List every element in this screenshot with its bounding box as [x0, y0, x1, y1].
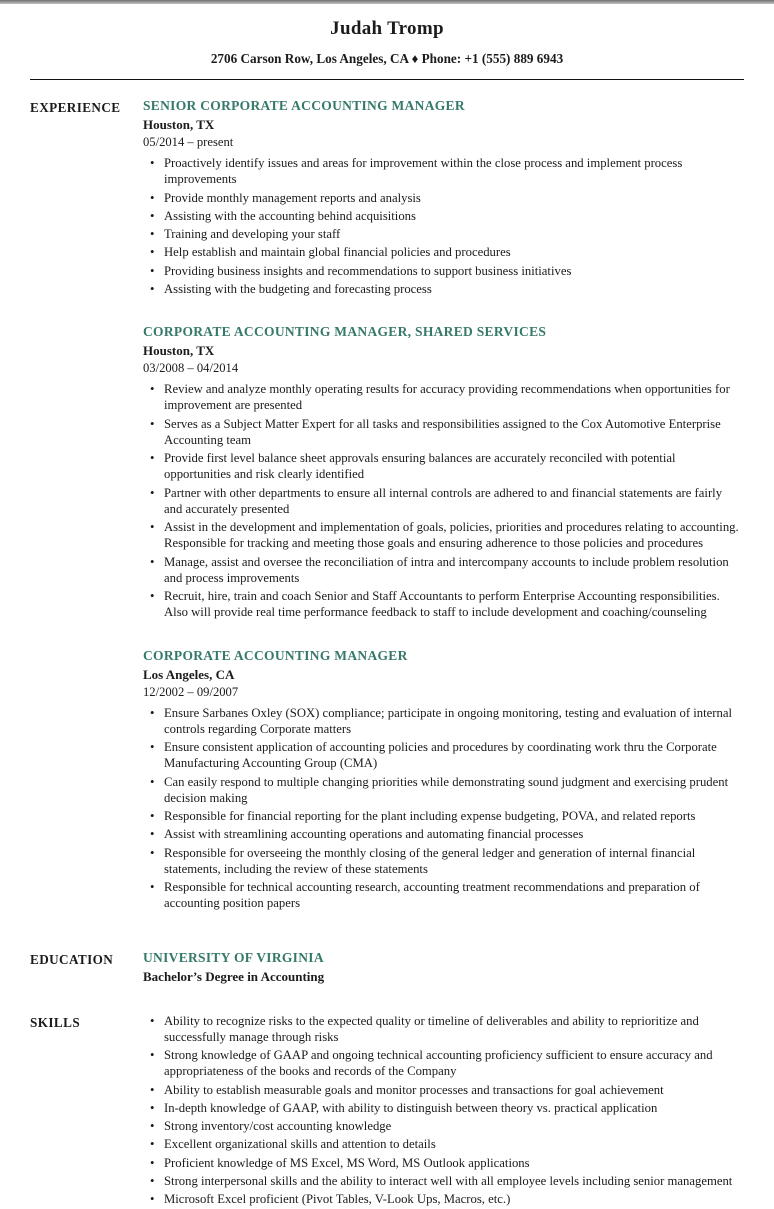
section-label-education: EDUCATION: [30, 950, 143, 968]
bullet-item: • Proactively identify issues and areas for improvement within the close process and implement process improvements: [143, 155, 740, 188]
bullet-item: • Assist with streamlining accounting operations and automating financial processes: [143, 826, 740, 842]
degree-name: Bachelor’s Degree in Accounting: [143, 969, 740, 985]
job-bullet-list: [143, 705, 740, 912]
bullet-item: • Providing business insights and recommendations to support business initiatives: [143, 263, 740, 279]
bullet-item: • Ability to recognize risks to the expected quality or timeline of deliverables and ability to reprioritize and successfully manage through risks: [143, 1013, 740, 1046]
skills-bullet-list: [143, 1013, 740, 1208]
job-title: CORPORATE ACCOUNTING MANAGER, SHARED SERVICES: [143, 324, 740, 340]
bullet-item: • In-depth knowledge of GAAP, with ability to distinguish between theory vs. practical application: [143, 1100, 740, 1116]
job-bullet-list: [143, 381, 740, 621]
bullet-item: • Responsible for overseeing the monthly closing of the general ledger and generation of internal financial statements, including the review of these statements: [143, 845, 740, 878]
bullet-item: • Assisting with the accounting behind acquisitions: [143, 208, 740, 224]
section-experience: [0, 98, 774, 914]
candidate-name: Judah Tromp: [0, 18, 774, 40]
section-label-experience: EXPERIENCE: [30, 98, 143, 116]
bullet-item: • Help establish and maintain global financial policies and procedures: [143, 244, 740, 260]
bullet-item: • Provide monthly management reports and analysis: [143, 190, 740, 206]
job-dates: 05/2014 – present: [143, 135, 740, 150]
bullet-item: • Microsoft Excel proficient (Pivot Tables, V-Look Ups, Macros, etc.): [143, 1191, 740, 1207]
bullet-item: • Ensure consistent application of accounting policies and procedures by coordinating work thru the Corporate Manufacturing Accounting Group (CMA): [143, 739, 740, 772]
bullet-item: • Assisting with the budgeting and forecasting process: [143, 281, 740, 297]
bullet-item: • Responsible for technical accounting research, accounting treatment recommendations and preparation of accounting position papers: [143, 879, 740, 912]
bullet-item: • Strong interpersonal skills and the ability to interact well with all employee levels including senior management: [143, 1173, 740, 1189]
job-location: Houston, TX: [143, 343, 740, 359]
job-dates: 12/2002 – 09/2007: [143, 685, 740, 700]
bullet-item: • Manage, assist and oversee the reconciliation of intra and intercompany accounts to include problem resolution and process improvements: [143, 554, 740, 587]
job-dates: 03/2008 – 04/2014: [143, 361, 740, 376]
school-name: UNIVERSITY OF VIRGINIA: [143, 950, 740, 966]
bullet-item: • Provide first level balance sheet approvals ensuring balances are accurately reconciled with potential opportunities and risk clearly identified: [143, 450, 740, 483]
job-title: SENIOR CORPORATE ACCOUNTING MANAGER: [143, 98, 740, 114]
bullet-item: • Ensure Sarbanes Oxley (SOX) compliance; participate in ongoing monitoring, testing and evaluation of internal controls regarding Corporate matters: [143, 705, 740, 738]
section-education: [0, 950, 774, 985]
job-title: CORPORATE ACCOUNTING MANAGER: [143, 648, 740, 664]
bullet-item: • Partner with other departments to ensure all internal controls are adhered to and financial statements are fairly and accurately presented: [143, 485, 740, 518]
window-edge: [0, 0, 774, 4]
resume-header: [0, 18, 774, 67]
bullet-item: • Strong knowledge of GAAP and ongoing technical accounting proficiency sufficient to ensure accuracy and appropriateness of the books and records of the Company: [143, 1047, 740, 1080]
bullet-item: • Review and analyze monthly operating results for accuracy providing recommendations when opportunities for improvement are presented: [143, 381, 740, 414]
experience-content: [143, 98, 740, 914]
bullet-item: • Serves as a Subject Matter Expert for all tasks and responsibilities assigned to the Cox Automotive Enterprise Accounting team: [143, 416, 740, 449]
header-divider: [30, 79, 744, 80]
contact-line: 2706 Carson Row, Los Angeles, CA ♦ Phone: +1 (555) 889 6943: [0, 51, 774, 67]
job-entry-2: [143, 324, 740, 621]
job-entry-1: [143, 98, 740, 297]
bullet-item: • Can easily respond to multiple changing priorities while demonstrating sound judgment and exercising prudent decision making: [143, 774, 740, 807]
bullet-item: • Ability to establish measurable goals and monitor processes and transactions for goal achievement: [143, 1082, 740, 1098]
bullet-item: • Proficient knowledge of MS Excel, MS Word, MS Outlook applications: [143, 1155, 740, 1171]
bullet-item: • Excellent organizational skills and attention to details: [143, 1136, 740, 1152]
job-entry-3: [143, 648, 740, 912]
section-skills: [0, 1013, 774, 1209]
section-label-skills: SKILLS: [30, 1013, 143, 1031]
bullet-item: • Training and developing your staff: [143, 226, 740, 242]
skills-content: [143, 1013, 740, 1209]
education-content: [143, 950, 740, 985]
job-bullet-list: [143, 155, 740, 297]
bullet-item: • Responsible for financial reporting for the plant including expense budgeting, POVA, and related reports: [143, 808, 740, 824]
bullet-item: • Assist in the development and implementation of goals, policies, priorities and procedures relating to accounting. Responsible for tracking and meeting those goals and ensuring adherence to those policies and procedures: [143, 519, 740, 552]
bullet-item: • Recruit, hire, train and coach Senior and Staff Accountants to perform Enterprise Accounting responsibilities. Also will provide real time performance feedback to staff to include development and coaching/counseling: [143, 588, 740, 621]
job-location: Houston, TX: [143, 117, 740, 133]
bullet-item: • Strong inventory/cost accounting knowledge: [143, 1118, 740, 1134]
job-location: Los Angeles, CA: [143, 667, 740, 683]
